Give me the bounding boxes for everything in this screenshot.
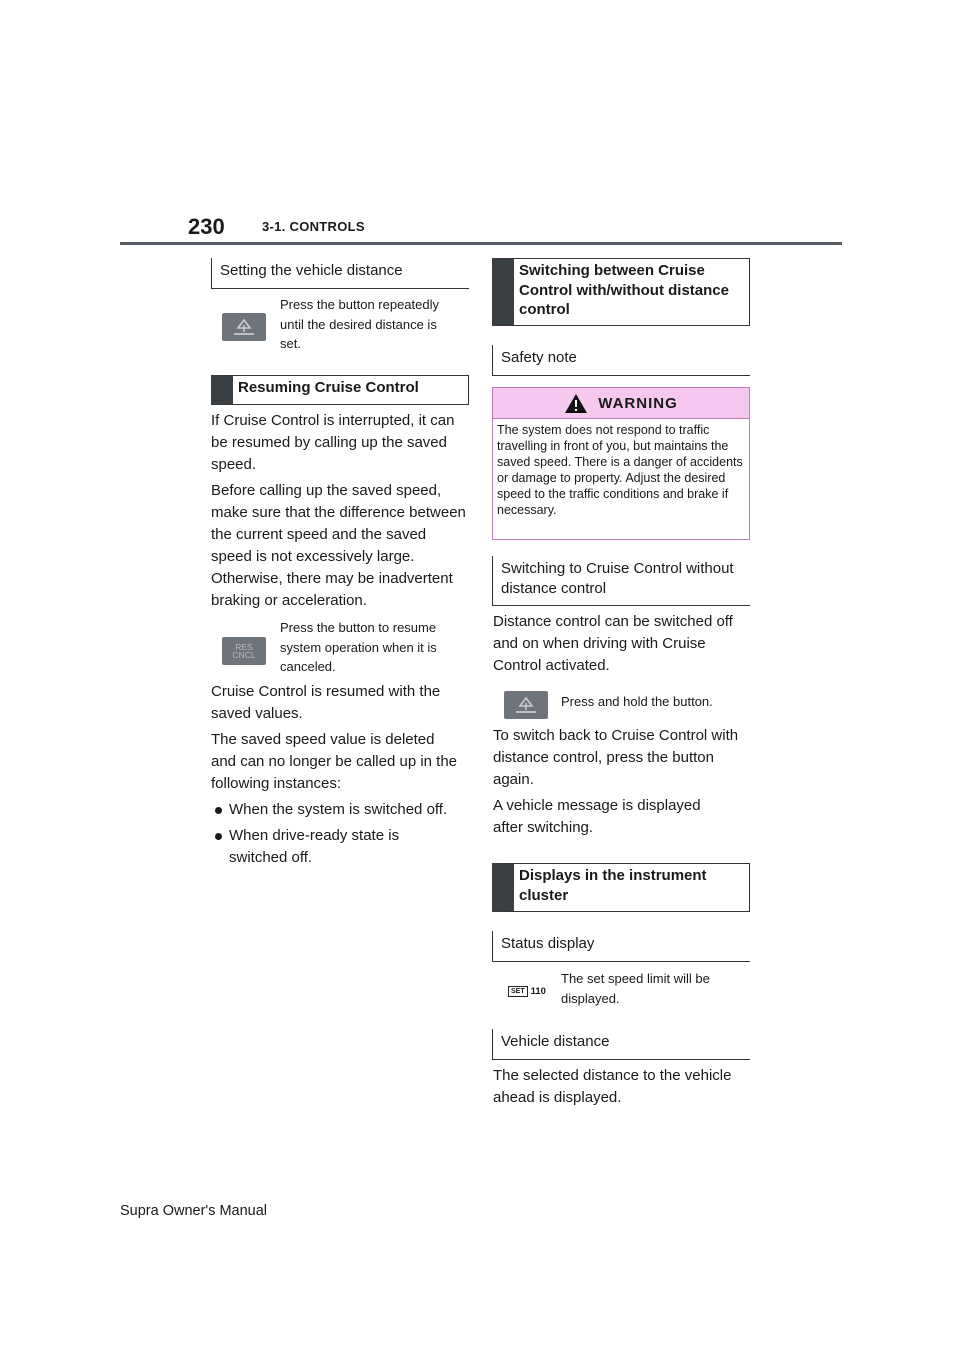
message-paragraph: A vehicle message is displayed after switching. (493, 797, 701, 836)
bullet-item: When the system is switched off. (215, 799, 469, 821)
switch-to-heading: Switching to Cruise Control without distance control (492, 556, 750, 606)
bullet-dot (215, 807, 222, 814)
manual-name: Supra Owner's Manual (120, 1203, 268, 1219)
bullet-dot (215, 833, 222, 840)
set-speed-indicator (508, 986, 546, 997)
switching-heading: Switching between Cruise Control with/without distance control (492, 258, 750, 326)
warning-label: WARNING (598, 394, 678, 412)
set-label: SET (508, 986, 528, 997)
resume-paragraph-1: If Cruise Control is interrupted, it can be resumed by calling up the saved speed. (211, 412, 455, 473)
resumed-paragraph: Cruise Control is resumed with the saved values. (211, 683, 441, 722)
res-instruction: Press the button to resume system operation when it is canceled. (280, 620, 437, 674)
set-value: 110 (530, 986, 546, 997)
warning-triangle-icon (564, 393, 588, 414)
switch-paragraph: Distance control can be switched off and on when driving with Cruise Control activated. (493, 613, 733, 674)
distance-button (222, 313, 266, 341)
section-title: 3-1. CONTROLS (262, 219, 365, 234)
header-rule (120, 242, 842, 245)
page-number: 230 (188, 214, 225, 239)
distance-heading: Setting the vehicle distance (211, 258, 469, 289)
warning-box (492, 387, 750, 540)
vehicle-distance-heading: Vehicle distance (492, 1029, 750, 1060)
res-cncl-label: RES CNCL (232, 642, 256, 660)
displays-heading: Displays in the instrument cluster (492, 863, 750, 912)
warning-text: The system does not respond to traffic travelling in front of you, but maintains the saved speed. There is a danger of accidents or damage to property. Adjust the desired speed to the traffic conditions and brake if necessary. (497, 423, 743, 517)
safety-heading: Safety note (492, 345, 750, 376)
switch-back-paragraph: To switch back to Cruise Control with distance control, press the button again. (493, 727, 739, 788)
distance-adjust-icon (513, 695, 539, 715)
status-heading: Status display (492, 931, 750, 962)
distance-adjust-icon (231, 317, 257, 337)
distance-hold-button (504, 691, 548, 719)
distance-instruction: Press the button repeatedly until the desired distance is set. (280, 297, 439, 351)
warning-header (493, 388, 749, 419)
hold-instruction: Press and hold the button. (561, 694, 713, 709)
status-instruction: The set speed limit will be displayed. (561, 971, 710, 1006)
deleted-paragraph: The saved speed value is deleted and can no longer be called up in the following instances: (211, 731, 458, 792)
resume-paragraph-2: Before calling up the saved speed, make sure that the difference between the current speed and the saved speed is not excessively large. Otherwise, there may be inadvertent braking or acceleration. (211, 482, 466, 609)
resume-heading: Resuming Cruise Control (211, 375, 469, 405)
vehicle-distance-paragraph: The selected distance to the vehicle ahead is displayed. (493, 1067, 732, 1106)
res-cncl-button (222, 637, 266, 665)
bullet-item: When drive-ready state is switched off. (215, 825, 435, 869)
